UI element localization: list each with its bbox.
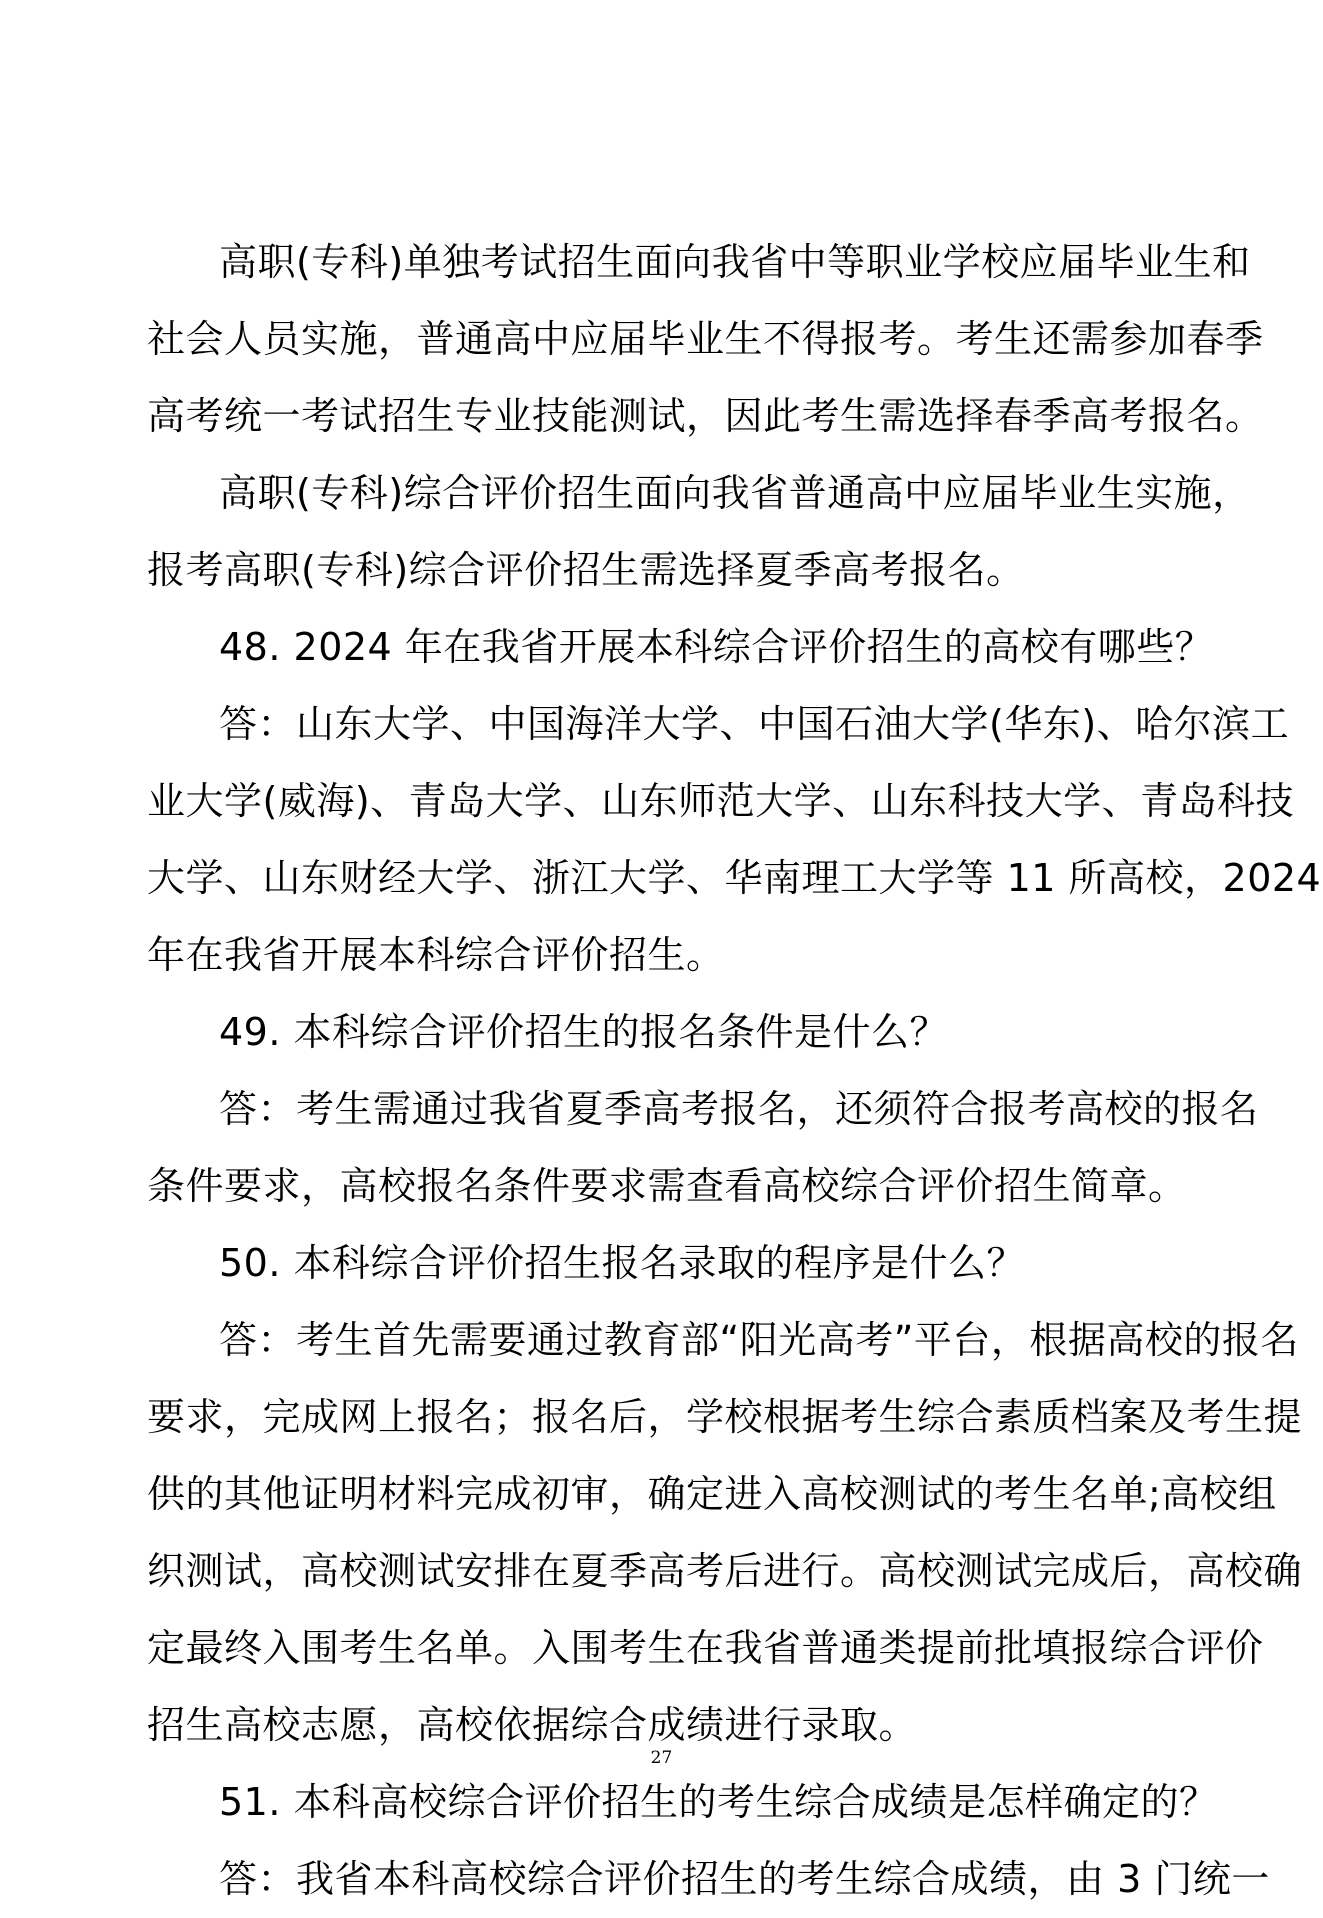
text-line: 高职(专科)综合评价招生面向我省普通高中应届毕业生实施， [219,471,1251,515]
answer-line: 答：考生首先需要通过教育部“阳光高考”平台，根据高校的报名 [219,1318,1299,1362]
text-line: 供的其他证明材料完成初审，确定进入高校测试的考生名单;高校组 [147,1472,1277,1516]
text-line: 高职(专科)单独考试招生面向我省中等职业学校应届毕业生和 [219,240,1251,284]
answer-line: 答：我省本科高校综合评价招生的考生综合成绩，由 3 门统一 [219,1857,1270,1901]
page-number: 27 [650,1748,673,1768]
text-line: 年在我省开展本科综合评价招生。 [147,933,725,977]
page-body [147,224,1322,1918]
text-line: 业大学(威海)、青岛大学、山东师范大学、山东科技大学、青岛科技 [147,779,1295,823]
text-line: 报考高职(专科)综合评价招生需选择夏季高考报名。 [147,548,1025,592]
text-line: 条件要求，高校报名条件要求需查看高校综合评价招生简章。 [147,1164,1187,1208]
text-line: 要求，完成网上报名；报名后，学校根据考生综合素质档案及考生提 [147,1395,1303,1439]
text-line: 定最终入围考生名单。入围考生在我省普通类提前批填报综合评价 [147,1626,1264,1670]
question-51: 51. 本科高校综合评价招生的考生综合成绩是怎样确定的？ [219,1780,1218,1824]
text-line: 社会人员实施，普通高中应届毕业生不得报考。考生还需参加春季 [147,317,1264,361]
text-line: 招生高校志愿，高校依据综合成绩进行录取。 [147,1703,918,1747]
answer-line: 答：山东大学、中国海洋大学、中国石油大学(华东)、哈尔滨工 [219,702,1290,746]
text-line: 织测试，高校测试安排在夏季高考后进行。高校测试完成后，高校确 [147,1549,1303,1593]
answer-line: 答：考生需通过我省夏季高考报名，还须符合报考高校的报名 [219,1087,1259,1131]
text-line: 大学、山东财经大学、浙江大学、华南理工大学等 11 所高校，2024 [147,856,1322,900]
question-49: 49. 本科综合评价招生的报名条件是什么？ [219,1010,949,1054]
text-line: 高考统一考试招生专业技能测试，因此考生需选择春季高考报名。 [147,394,1264,438]
question-48: 48. 2024 年在我省开展本科综合评价招生的高校有哪些？ [219,625,1214,669]
question-50: 50. 本科综合评价招生报名录取的程序是什么？ [219,1241,1026,1285]
